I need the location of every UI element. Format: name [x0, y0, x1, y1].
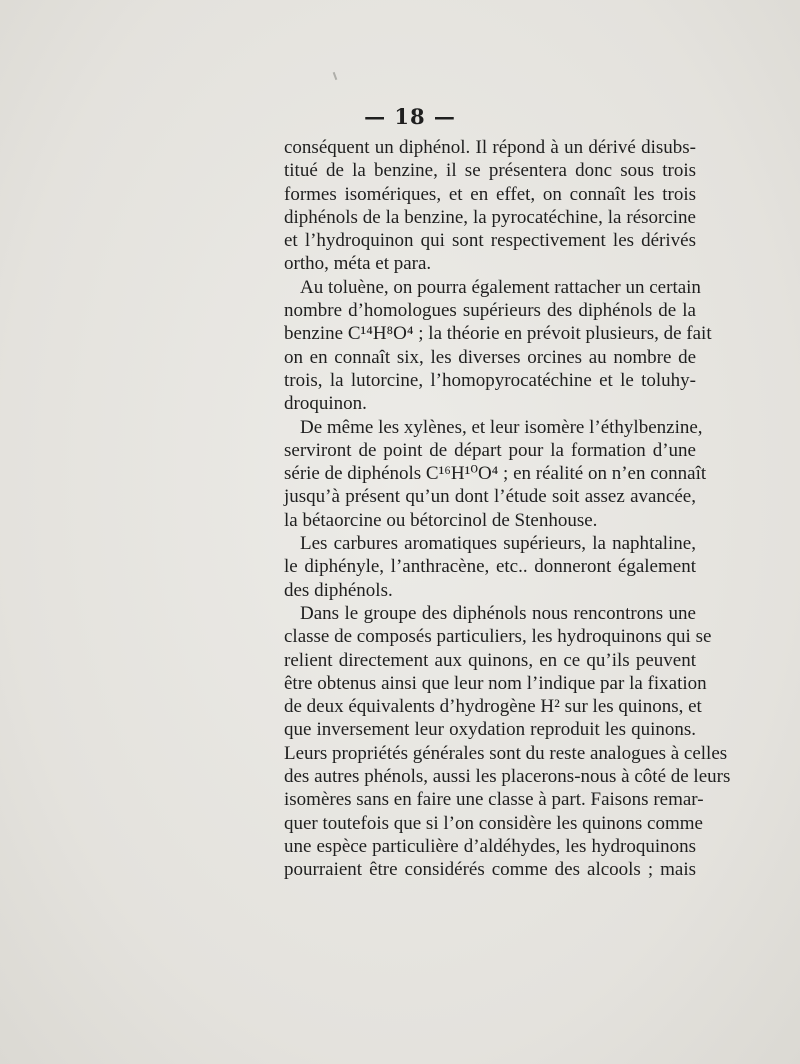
text-line: la bétaorcine ou bétorcinol de Stenhouse.: [284, 509, 598, 531]
text-line: série de diphénols C¹⁶H¹⁰O⁴ ; en réalité on n’en connaît: [284, 463, 707, 485]
text-line: diphénols de la benzine, la pyrocatéchine, la résorcine: [284, 206, 696, 228]
text-line: isomères sans en faire une classe à part. Faisons remar-: [284, 789, 704, 811]
text-line: ortho, méta et para.: [284, 253, 432, 275]
text-line: le diphényle, l’anthracène, etc.. donneront également: [284, 556, 696, 578]
text-line: Dans le groupe des diphénols nous rencontrons une: [300, 602, 696, 624]
text-line: pourraient être considérés comme des alcools ; mais: [284, 859, 696, 881]
text-line: Au toluène, on pourra également rattacher un certain: [300, 276, 701, 298]
text-line: nombre d’homologues supérieurs des diphénols de la: [284, 300, 696, 322]
text-line: être obtenus ainsi que leur nom l’indique par la fixation: [284, 672, 707, 694]
text-line: et l’hydroquinon qui sont respectivement les dérivés: [284, 230, 696, 252]
text-line: droquinon.: [284, 393, 367, 415]
text-line: jusqu’à présent qu’un dont l’étude soit assez avancée,: [284, 486, 696, 508]
text-line: titué de la benzine, il se présentera donc sous trois: [284, 160, 696, 182]
text-line: trois, la lutorcine, l’homopyrocatéchine et le toluhy-: [284, 369, 696, 391]
text-line: quer toutefois que si l’on considère les quinons comme: [284, 812, 703, 834]
text-line: des diphénols.: [284, 579, 393, 601]
page-number: — 18 —: [364, 104, 456, 129]
text-line: benzine C¹⁴H⁸O⁴ ; la théorie en prévoit plusieurs, de fait: [284, 323, 712, 345]
text-line: De même les xylènes, et leur isomère l’éthylbenzine,: [300, 416, 703, 438]
text-line: une espèce particulière d’aldéhydes, les hydroquinons: [284, 835, 696, 857]
text-line: relient directement aux quinons, en ce qu’ils peuvent: [284, 649, 696, 671]
text-line: classe de composés particuliers, les hydroquinons qui se: [284, 626, 712, 648]
paper-speck: [333, 72, 338, 80]
text-line: de deux équivalents d’hydrogène H² sur les quinons, et: [284, 696, 702, 718]
text-line: Les carbures aromatiques supérieurs, la naphtaline,: [300, 533, 696, 555]
body-text: [284, 136, 731, 882]
text-line: que inversement leur oxydation reproduit les quinons.: [284, 719, 696, 741]
text-line: Leurs propriétés générales sont du reste analogues à celles: [284, 742, 728, 764]
text-line: des autres phénols, aussi les placerons-nous à côté de leurs: [284, 766, 731, 788]
text-line: formes isomériques, et en effet, on connaît les trois: [284, 183, 696, 205]
text-line: serviront de point de départ pour la formation d’une: [284, 439, 696, 461]
text-line: conséquent un diphénol. Il répond à un dérivé disubs-: [284, 137, 696, 158]
text-line: on en connaît six, les diverses orcines au nombre de: [284, 346, 696, 368]
